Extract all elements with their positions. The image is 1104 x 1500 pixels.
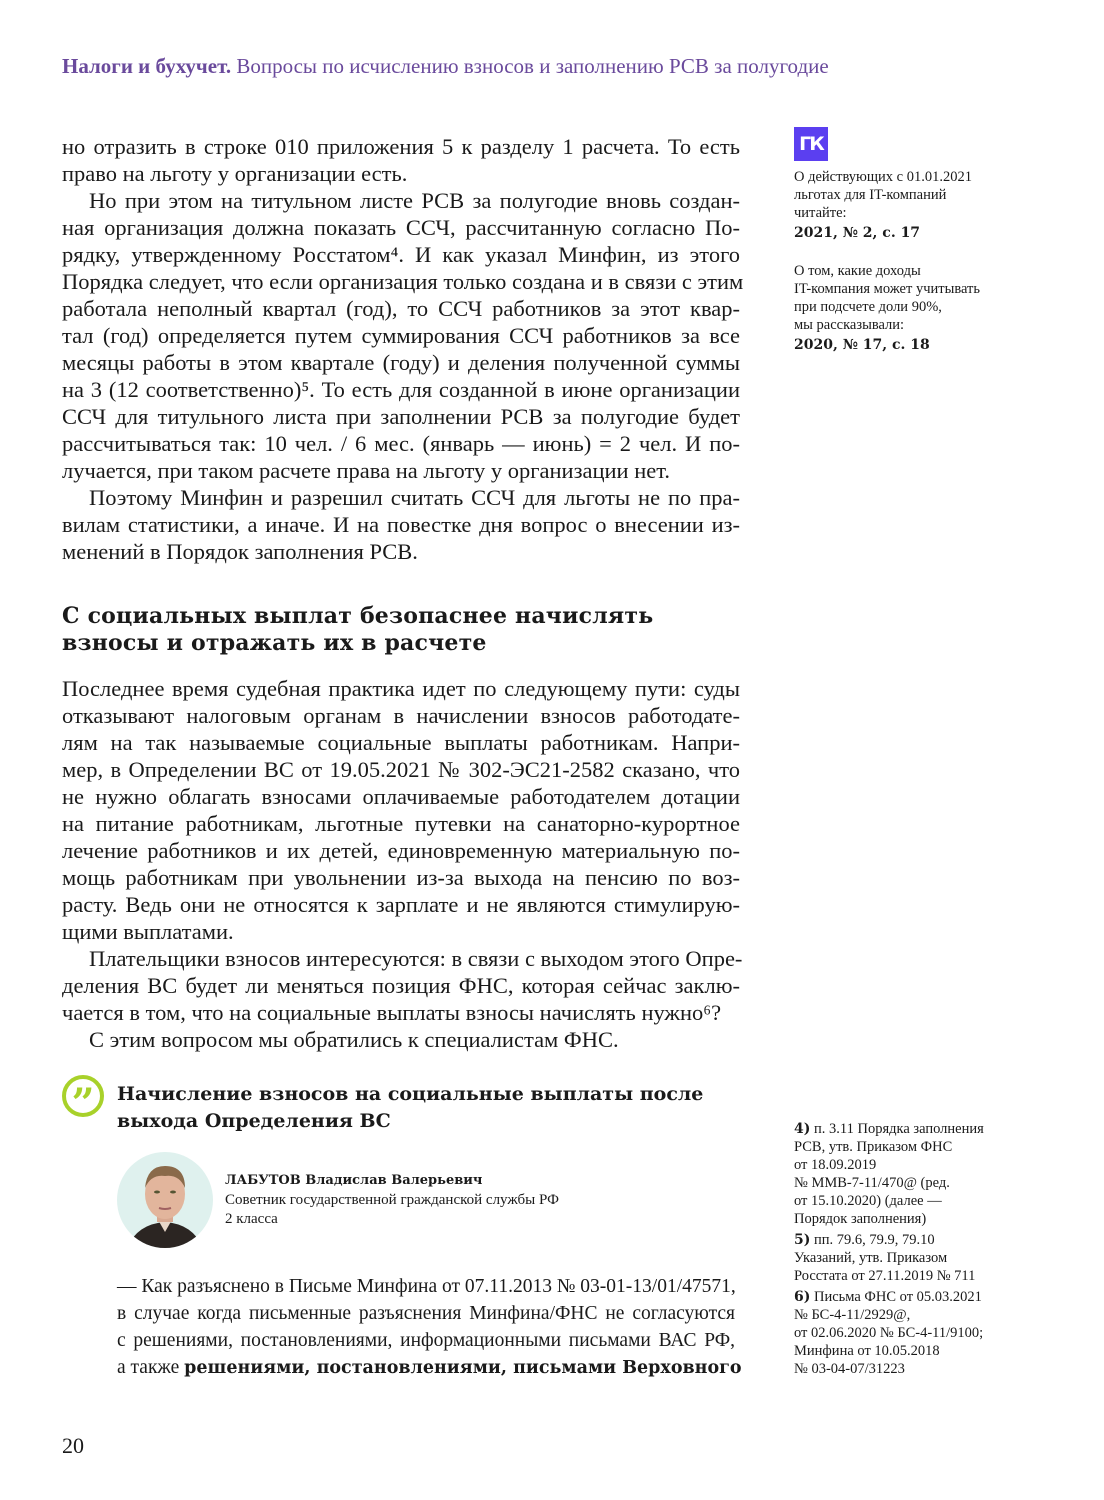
footnote-text: пп. 79.6, 79.9, 79.10 (814, 1232, 935, 1248)
note-line: читайте: (794, 205, 847, 221)
text-line: тал (год) определяется путем суммирования ССЧ работников за все (62, 323, 740, 348)
footnote (794, 1120, 984, 1228)
text-line: на 3 (12 соответственно)⁵. То есть для созданной в июне организации (62, 377, 740, 402)
text-line: лям на так называемые социальные выплаты работникам. Напри- (62, 730, 740, 755)
footnote-text: № БС-4-11/2929@, (794, 1307, 911, 1323)
text-line: деления ВС будет ли меняться позиция ФНС, которая сейчас заклю- (62, 973, 740, 998)
footnote-text: п. 3.11 Порядка заполнения (814, 1121, 984, 1137)
footnote-text: от 18.09.2019 (794, 1157, 877, 1173)
text-line: мер, в Определении ВС от 19.05.2021 № 302-ЭС21-2582 сказано, что (62, 757, 740, 782)
footnote-line (794, 1120, 984, 1138)
text-line: — Как разъяснено в Письме Минфина от 07.11.2013 № 03-01-13/01/47571, (117, 1276, 736, 1297)
note-line: при подсчете доли 90%, (794, 299, 942, 315)
person-name: ЛАБУТОВ Владислав Валерьевич (225, 1173, 483, 1188)
body-text-1 (62, 133, 744, 565)
footnote-text: от 15.10.2020) (далее — (794, 1193, 942, 1209)
avatar (117, 1152, 213, 1248)
note-reference: 2021, № 2, с. 17 (794, 225, 921, 241)
text-line: с решениями, постановлениями, информационными письмами ВАС РФ, (117, 1330, 735, 1351)
footnote-text: Росстата от 27.11.2019 № 711 (794, 1268, 976, 1284)
heading-line: С социальных выплат безопаснее начислять (62, 603, 654, 629)
text-line: ная организация должна показать ССЧ, рассчитанную согласно По- (62, 215, 740, 240)
footnote-number: 5) (794, 1232, 811, 1248)
section-heading (62, 603, 653, 657)
note-line: О том, какие доходы (794, 263, 921, 279)
text-line: рядку, утвержденному Росстатом⁴. И как указал Минфин, из этого (62, 242, 740, 267)
text-line: Порядка следует, что если организация только создана и в связи с этим (62, 269, 744, 294)
footnote-line (794, 1231, 984, 1249)
text-line: месяцы работы в этом квартале (году) и деления полученной суммы (62, 350, 740, 375)
footnote (794, 1231, 984, 1285)
person-title-2: 2 класса (225, 1211, 278, 1227)
text-line: лечение работников и их детей, единовременную материальную по- (62, 838, 740, 863)
text-line: работала неполный квартал (год), то ССЧ работников за этот квар- (62, 296, 740, 321)
footnote-text: № 03-04-07/31223 (794, 1361, 905, 1377)
text-line: мощь работникам при увольнении из-за выхода на пенсию по воз- (62, 865, 740, 890)
heading-line: Начисление взносов на социальные выплаты после (117, 1083, 704, 1105)
footnote-number: 6) (794, 1289, 811, 1305)
sidebar-note-1 (794, 168, 972, 242)
heading-line: выхода Определения ВС (117, 1110, 391, 1132)
text-line: Плательщики взносов интересуются: в связи с выходом этого Опре- (89, 946, 743, 971)
footnote-line (794, 1324, 984, 1342)
text-line: ССЧ для титульного листа при заполнении РСВ за полугодие будет (62, 404, 740, 429)
text-bold: решениями, постановлениями, письмами Верховного (184, 1358, 742, 1378)
text-line: право на льготу у организации есть. (62, 161, 408, 186)
text-line: Последнее время судебная практика идет по следующему пути: суды (62, 676, 740, 701)
text-line (117, 1354, 742, 1381)
footnote-line (794, 1288, 984, 1306)
text-line: Но при этом на титульном листе РСВ за полугодие вновь создан- (89, 188, 740, 213)
text-line: вилам статистики, а иначе. И на повестке дня вопрос о внесении из- (62, 512, 740, 537)
footnote-line (794, 1267, 984, 1285)
text-line: рассчитываться так: 10 чел. / 6 мес. (январь — июнь) = 2 чел. И по- (62, 431, 740, 456)
footnote-text: № ММВ-7-11/470@ (ред. (794, 1175, 950, 1191)
text-plain: а также (117, 1357, 185, 1378)
note-line: льготах для IT-компаний (794, 187, 947, 203)
text-line: но отразить в строке 010 приложения 5 к разделу 1 расчета. То есть (62, 134, 740, 159)
footnotes (794, 1120, 984, 1381)
text-line: отказывают налоговым органам в начислении взносов работодате- (62, 703, 740, 728)
footnote-line (794, 1138, 984, 1156)
section-name: Налоги и бухучет. (62, 54, 232, 78)
footnote-line (794, 1192, 984, 1210)
quote-heading (117, 1081, 703, 1135)
heading-line: взносы и отражать их в расчете (62, 630, 487, 656)
text-line: С этим вопросом мы обратились к специалистам ФНС. (89, 1027, 619, 1052)
footnote-text: от 02.06.2020 № БС-4-11/9100; (794, 1325, 984, 1341)
footnote-line (794, 1342, 984, 1360)
text-line: лучается, при таком расчете права на льготу у организации нет. (62, 458, 670, 483)
running-header (62, 54, 829, 79)
page-number: 20 (62, 1433, 84, 1458)
text-line: не нужно облагать взносами оплачиваемые работодателем дотации (62, 784, 740, 809)
text-line: щими выплатами. (62, 919, 234, 944)
footnote-number: 4) (794, 1121, 811, 1137)
footnote-line (794, 1174, 984, 1192)
footnote-line (794, 1210, 984, 1228)
footnote-text: Порядок заполнения) (794, 1211, 927, 1227)
text-line: Поэтому Минфин и разрешил считать ССЧ для льготы не по пра- (89, 485, 740, 510)
body-text-2 (62, 675, 743, 1053)
note-line: О действующих с 01.01.2021 (794, 169, 972, 185)
footnote-text: РСВ, утв. Приказом ФНС (794, 1139, 953, 1155)
footnote-line (794, 1156, 984, 1174)
footnote-line (794, 1306, 984, 1324)
text-line: расту. Ведь они не относятся к зарплате и не являются стимулирую- (62, 892, 740, 917)
text-line: чается в том, что на социальные выплаты взносы начислять нужно⁶? (62, 1000, 722, 1025)
footnote-text: Указаний, утв. Приказом (794, 1250, 948, 1266)
footnote-line (794, 1249, 984, 1267)
note-reference: 2020, № 17, с. 18 (794, 337, 930, 353)
text-line: на питание работникам, льготные путевки на санаторно-курортное (62, 811, 740, 836)
text-line: в случае когда письменные разъяснения Минфина/ФНС не согласуются (117, 1303, 735, 1324)
sidebar-note-2 (794, 262, 980, 354)
note-line: IT-компания может учитывать (794, 281, 980, 297)
quote-text (117, 1273, 742, 1381)
quote-icon: ” (62, 1075, 104, 1117)
magazine-logo: ГК (794, 127, 828, 161)
article-title: Вопросы по исчислению взносов и заполнению РСВ за полугодие (236, 54, 829, 78)
footnote (794, 1288, 984, 1378)
footnote-text: Письма ФНС от 05.03.2021 (814, 1289, 982, 1305)
footnote-text: Минфина от 10.05.2018 (794, 1343, 940, 1359)
footnote-line (794, 1360, 984, 1378)
person-title: Советник государственной гражданской службы РФ (225, 1192, 559, 1208)
text-line: менений в Порядок заполнения РСВ. (62, 539, 418, 564)
note-line: мы рассказывали: (794, 317, 905, 333)
